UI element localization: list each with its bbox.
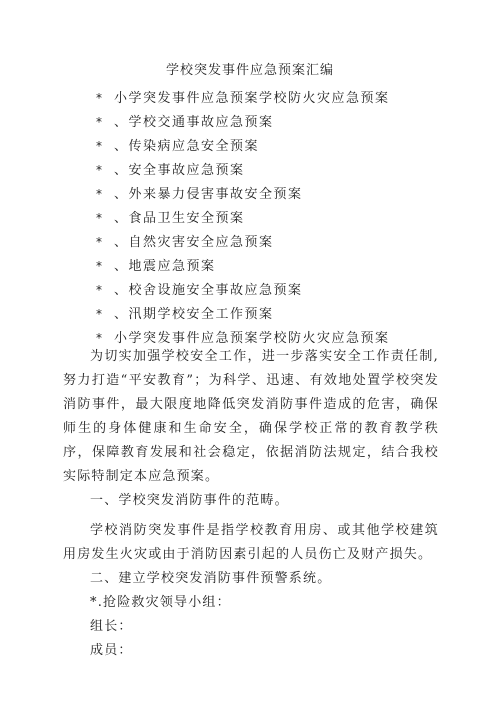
toc-item-text: 、传染病应急安全预案 <box>114 139 260 154</box>
bullet-star: * <box>96 115 104 129</box>
section-paragraph: 学校消防突发事件是指学校教育用房、或其他学校建筑用房发生火灾或由于消防因素引起的人员伤亡及财产损失。 <box>63 523 439 562</box>
bullet-star: * <box>96 163 104 177</box>
document-title: 学校突发事件应急预案汇编 <box>165 63 334 78</box>
bullet-star: * <box>96 139 104 153</box>
toc-item-text: 、安全事故应急预案 <box>114 163 245 178</box>
leader-label: 组长： <box>90 619 133 634</box>
members-label: 成员： <box>90 643 133 658</box>
toc-item-text: 、自然灾害安全应急预案 <box>114 235 274 250</box>
toc-item <box>96 254 456 278</box>
toc-item <box>96 302 456 326</box>
toc-item-text: 、汛期学校安全工作预案 <box>114 307 274 322</box>
toc-item <box>96 86 456 110</box>
toc-item <box>96 158 456 182</box>
section-heading: 二、建立学校突发消防事件预警系统。 <box>90 571 332 586</box>
intro-paragraph: 为切实加强学校安全工作，进一步落实安全工作责任制,努力打造“平安教育”；为科学、迅速、有效地处置学校突发消防事件，最大限度地降低突发消防事件造成的危害，确保师生的身体健康和生命安全，确保学校正常的教育教学秩序，保障教育发展和社会稳定，依据消防法规定，结合我校实际特制定本应急预案。 <box>63 349 439 484</box>
toc-item <box>96 206 456 230</box>
section-heading: 一、学校突发消防事件的范畴。 <box>90 493 289 508</box>
table-of-contents <box>96 86 456 350</box>
toc-item-text: 小学突发事件应急预案学校防火灾应急预案 <box>114 91 390 106</box>
document-body <box>63 345 439 663</box>
bullet-star: * <box>96 283 104 297</box>
bullet-star: * <box>96 235 104 249</box>
toc-item-text: 、地震应急预案 <box>114 259 216 274</box>
bullet-star: * <box>96 91 104 105</box>
toc-item <box>96 230 456 254</box>
bullet-star: * <box>96 331 104 345</box>
toc-item <box>96 134 456 158</box>
toc-item <box>96 110 456 134</box>
bullet-star: * <box>96 307 104 321</box>
toc-item-text: 、食品卫生安全预案 <box>114 211 245 226</box>
toc-item-text: 小学突发事件应急预案学校防火灾应急预案 <box>114 331 390 346</box>
toc-item <box>96 182 456 206</box>
subheading: *.抢险救灾领导小组： <box>90 595 231 610</box>
toc-item-text: 、学校交通事故应急预案 <box>114 115 274 130</box>
bullet-star: * <box>96 259 104 273</box>
toc-item <box>96 278 456 302</box>
toc-item-text: 、校舍设施安全事故应急预案 <box>114 283 303 298</box>
bullet-star: * <box>96 187 104 201</box>
toc-item-text: 、外来暴力侵害事故安全预案 <box>114 187 303 202</box>
bullet-star: * <box>96 211 104 225</box>
